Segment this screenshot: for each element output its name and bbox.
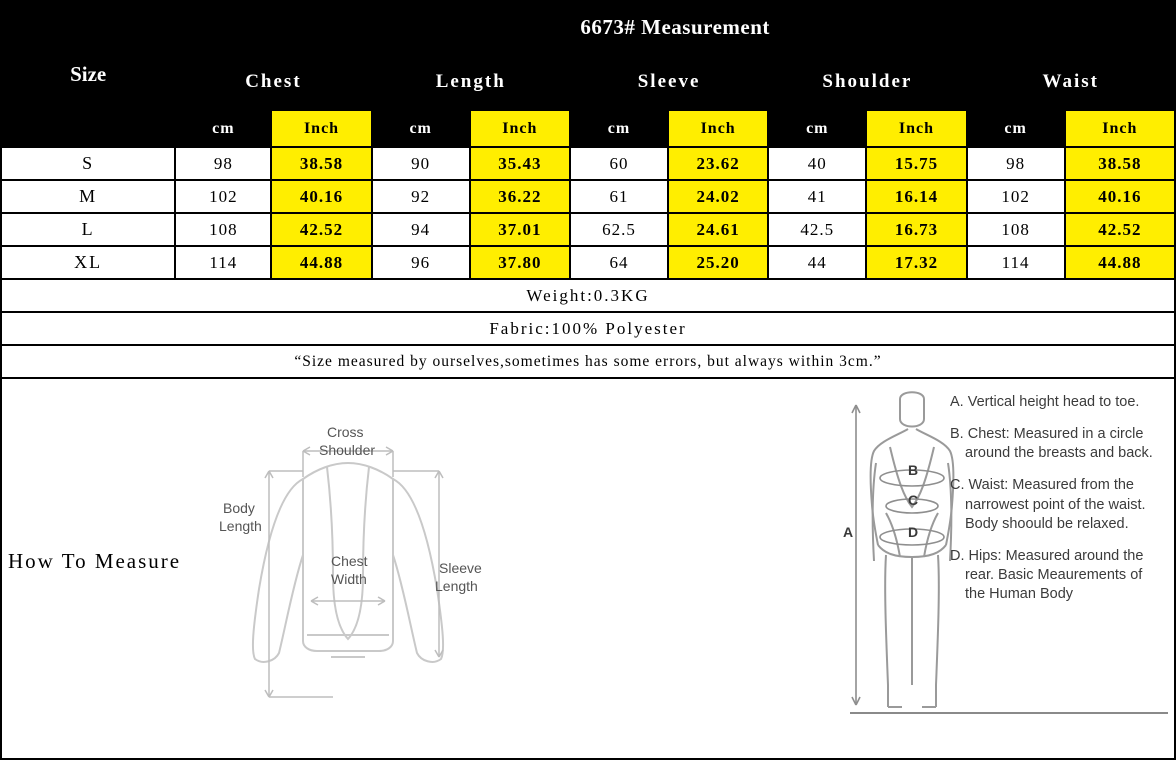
size-header-cell: Size [1, 1, 175, 147]
cell-cm: 62.5 [570, 213, 668, 246]
table-row [1, 246, 1175, 279]
label-chest-width: Chest [331, 553, 368, 569]
measurement-table [0, 0, 1176, 379]
unit-header-inch-chest: Inch [271, 110, 371, 147]
row-size-label: M [1, 180, 175, 213]
cell-inch: 23.62 [668, 147, 768, 180]
unit-header-cm-chest: cm [175, 110, 271, 147]
cell-inch: 44.88 [1065, 246, 1175, 279]
cell-inch: 37.80 [470, 246, 570, 279]
cell-inch: 40.16 [1065, 180, 1175, 213]
cell-inch: 44.88 [271, 246, 371, 279]
cell-inch: 16.73 [866, 213, 966, 246]
cell-inch: 17.32 [866, 246, 966, 279]
cell-inch: 36.22 [470, 180, 570, 213]
table-group-row [1, 53, 1175, 110]
row-size-label: XL [1, 246, 175, 279]
unit-header-cm-length: cm [372, 110, 470, 147]
cell-cm: 102 [175, 180, 271, 213]
cell-inch: 15.75 [866, 147, 966, 180]
cell-inch: 24.02 [668, 180, 768, 213]
note-row-weight [1, 279, 1175, 312]
legend-item-b: B. Chest: Measured in a circle around the breasts and back. [950, 426, 1153, 462]
marker-a: A [843, 524, 854, 540]
legend-item-a: A. Vertical height head to toe. [950, 394, 1140, 410]
label-body-length: Body [223, 500, 255, 516]
marker-d: D [908, 524, 919, 540]
cell-cm: 61 [570, 180, 668, 213]
cell-inch: 24.61 [668, 213, 768, 246]
unit-header-inch-shoulder: Inch [866, 110, 966, 147]
cell-cm: 60 [570, 147, 668, 180]
how-to-measure-panel [0, 379, 1176, 760]
cell-inch: 38.58 [1065, 147, 1175, 180]
cell-inch: 38.58 [271, 147, 371, 180]
unit-header-cm-shoulder: cm [768, 110, 866, 147]
cell-inch: 16.14 [866, 180, 966, 213]
label-chest-width-2: Width [331, 571, 367, 587]
unit-header-inch-sleeve: Inch [668, 110, 768, 147]
table-title-row [1, 1, 1175, 53]
note-weight: Weight:0.3KG [1, 279, 1175, 312]
cell-cm: 44 [768, 246, 866, 279]
unit-header-inch-waist: Inch [1065, 110, 1175, 147]
legend-item-c: C. Waist: Measured from the narrowest point of the waist. Body shoould be relaxed. [950, 477, 1146, 532]
note-row-fabric [1, 312, 1175, 345]
cell-cm: 98 [175, 147, 271, 180]
cell-inch: 42.52 [1065, 213, 1175, 246]
table-row [1, 180, 1175, 213]
note-row-disclaimer [1, 345, 1175, 378]
garment-measure-diagram [207, 389, 517, 739]
cell-cm: 64 [570, 246, 668, 279]
cell-cm: 96 [372, 246, 470, 279]
marker-b: B [908, 462, 919, 478]
group-header-waist: Waist [967, 53, 1175, 110]
table-unit-row [1, 110, 1175, 147]
label-body-length-2: Length [219, 518, 262, 534]
unit-header-cm-waist: cm [967, 110, 1065, 147]
row-size-label: L [1, 213, 175, 246]
group-header-chest: Chest [175, 53, 371, 110]
marker-c: C [908, 492, 919, 508]
cell-cm: 92 [372, 180, 470, 213]
unit-header-inch-length: Inch [470, 110, 570, 147]
label-sleeve-length: Sleeve [439, 560, 482, 576]
label-cross-shoulder-2: Shoulder [319, 442, 376, 458]
cell-cm: 40 [768, 147, 866, 180]
unit-header-cm-sleeve: cm [570, 110, 668, 147]
cell-cm: 42.5 [768, 213, 866, 246]
cell-cm: 102 [967, 180, 1065, 213]
cell-inch: 37.01 [470, 213, 570, 246]
cell-cm: 98 [967, 147, 1065, 180]
cell-cm: 108 [967, 213, 1065, 246]
cell-cm: 114 [175, 246, 271, 279]
row-size-label: S [1, 147, 175, 180]
cell-cm: 94 [372, 213, 470, 246]
group-header-shoulder: Shoulder [768, 53, 966, 110]
note-fabric: Fabric:100% Polyester [1, 312, 1175, 345]
cell-cm: 90 [372, 147, 470, 180]
cell-inch: 42.52 [271, 213, 371, 246]
label-sleeve-length-2: Length [435, 578, 478, 594]
cell-cm: 108 [175, 213, 271, 246]
cell-cm: 114 [967, 246, 1065, 279]
table-row [1, 213, 1175, 246]
how-to-measure-heading: How To Measure [8, 549, 182, 573]
note-disclaimer: “Size measured by ourselves,sometimes has some errors, but always within 3cm.” [1, 345, 1175, 378]
chart-title: 6673# Measurement [175, 1, 1175, 53]
legend-item-d: D. Hips: Measured around the rear. Basic Meaurements of the Human Body [950, 547, 1144, 602]
legend-divider [850, 712, 1168, 714]
cell-inch: 35.43 [470, 147, 570, 180]
table-row [1, 147, 1175, 180]
group-header-length: Length [372, 53, 570, 110]
label-cross-shoulder: Cross [327, 424, 364, 440]
cell-inch: 40.16 [271, 180, 371, 213]
group-header-sleeve: Sleeve [570, 53, 768, 110]
measure-legend [950, 393, 1165, 617]
cell-inch: 25.20 [668, 246, 768, 279]
cell-cm: 41 [768, 180, 866, 213]
